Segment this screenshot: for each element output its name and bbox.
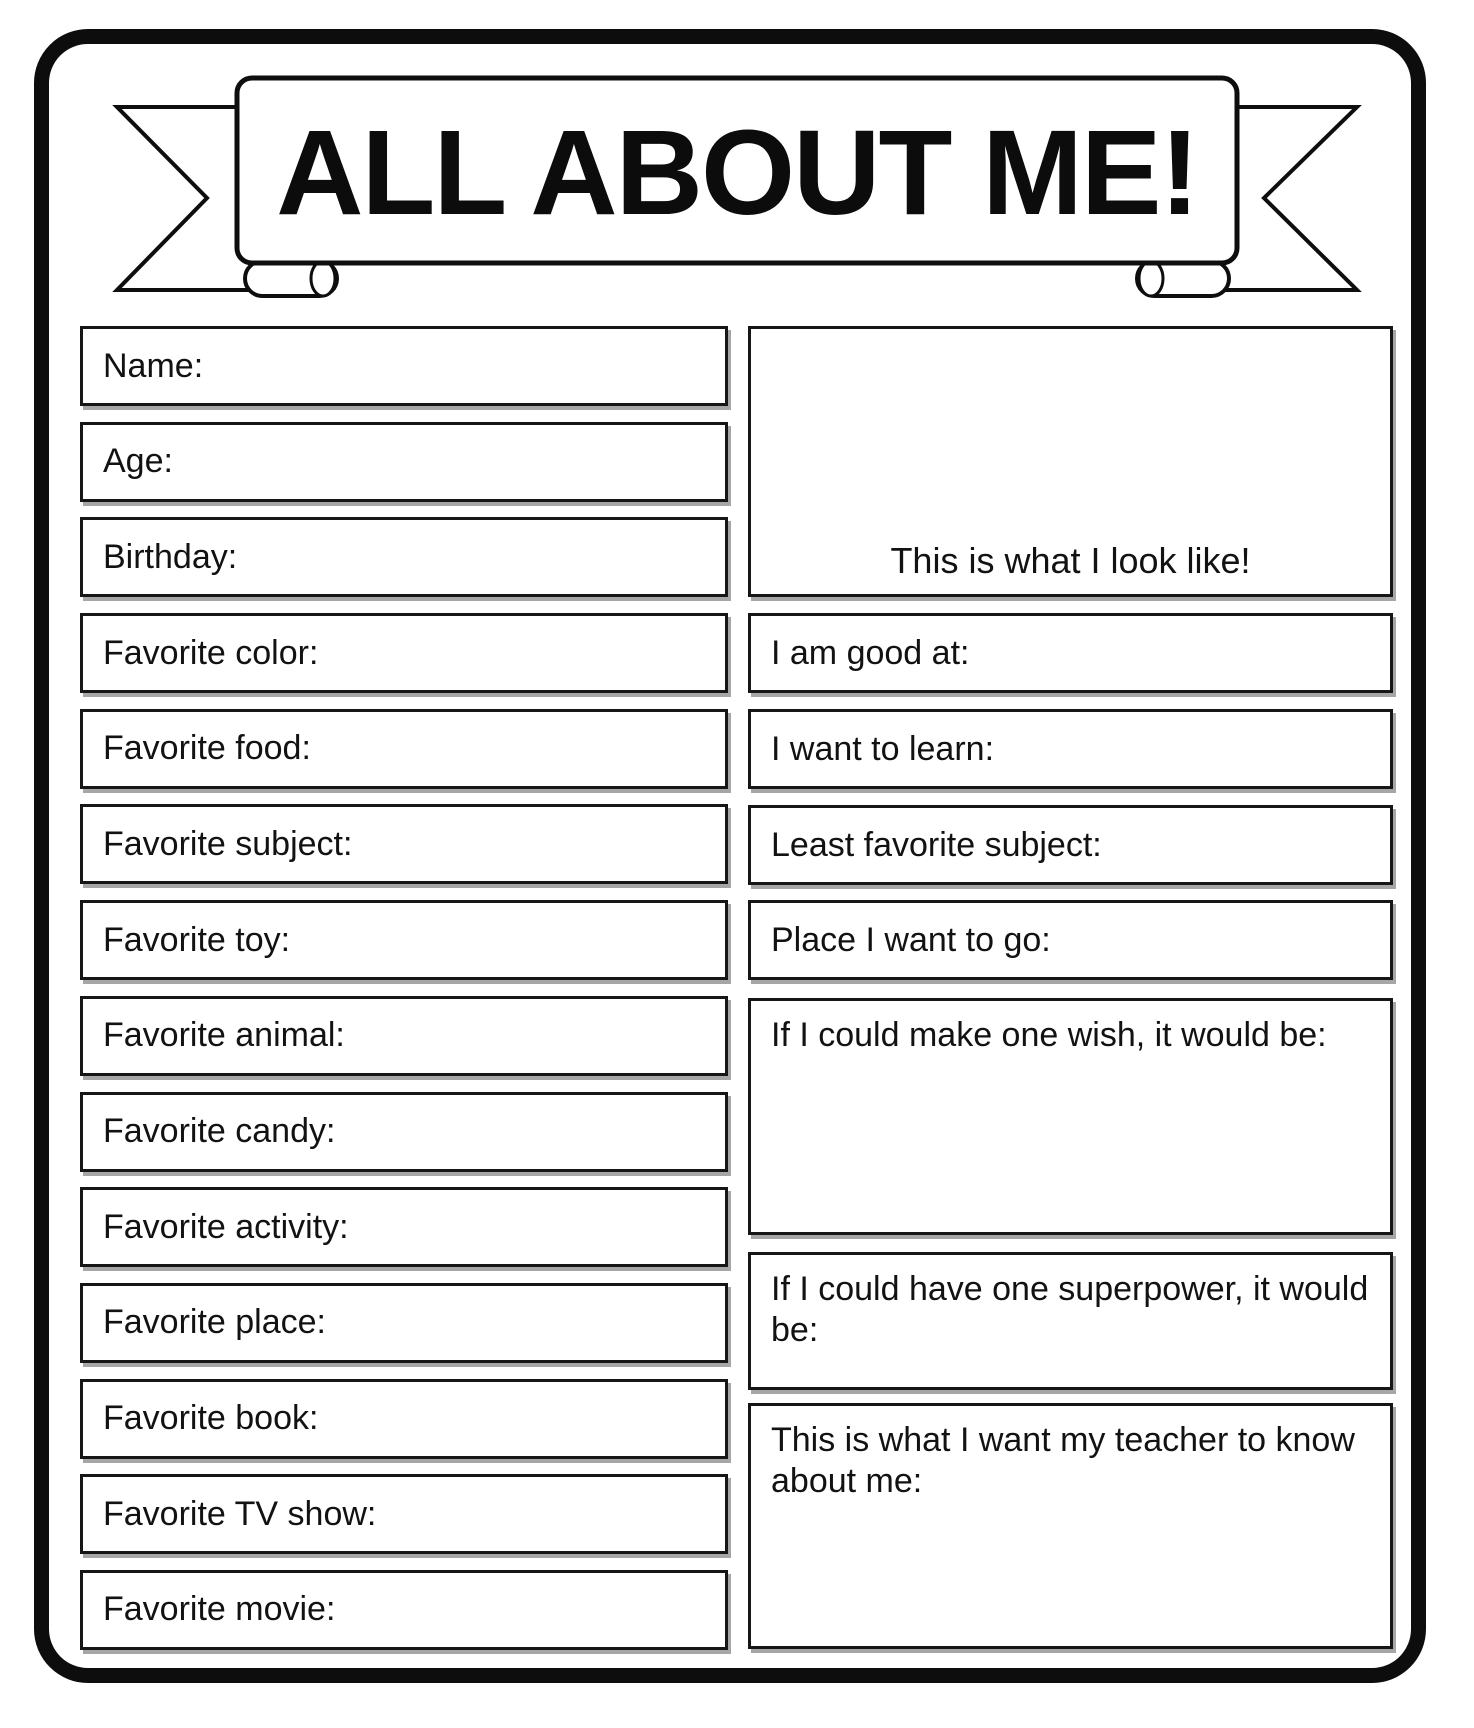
field-place-want-to-go-label: Place I want to go:: [771, 920, 1051, 959]
field-favorite-candy[interactable]: [80, 1092, 728, 1172]
field-favorite-food-label: Favorite food:: [103, 729, 311, 768]
field-least-favorite-subject-label: Least favorite subject:: [771, 825, 1102, 864]
field-name-label: Name:: [103, 346, 204, 385]
field-superpower-label: If I could have one superpower, it would be:: [771, 1270, 1369, 1350]
field-favorite-tv-show[interactable]: [80, 1474, 728, 1554]
field-one-wish-label: If I could make one wish, it would be:: [771, 1016, 1327, 1054]
banner-left-curl-opening: [311, 261, 335, 296]
field-teacher-know[interactable]: [748, 1403, 1393, 1649]
field-favorite-place[interactable]: [80, 1283, 728, 1363]
photo-box-caption: This is what I look like!: [890, 540, 1251, 581]
field-favorite-book-label: Favorite book:: [103, 1399, 319, 1438]
field-name[interactable]: [80, 326, 728, 406]
field-favorite-animal-label: Favorite animal:: [103, 1016, 345, 1055]
field-favorite-book[interactable]: [80, 1379, 728, 1459]
field-favorite-activity[interactable]: [80, 1187, 728, 1267]
field-favorite-candy-label: Favorite candy:: [103, 1112, 336, 1150]
field-want-to-learn-label: I want to learn:: [771, 729, 995, 768]
field-favorite-subject-label: Favorite subject:: [103, 824, 353, 863]
field-favorite-movie[interactable]: [80, 1570, 728, 1650]
banner-right-curl-opening: [1139, 261, 1163, 296]
field-favorite-color-label: Favorite color:: [103, 633, 319, 672]
field-age[interactable]: [80, 422, 728, 502]
field-birthday[interactable]: [80, 517, 728, 597]
field-favorite-movie-label: Favorite movie:: [103, 1590, 336, 1629]
field-age-label: Age:: [103, 442, 173, 481]
field-favorite-tv-show-label: Favorite TV show:: [103, 1494, 377, 1533]
page-title: ALL ABOUT ME!: [276, 104, 1198, 240]
field-birthday-label: Birthday:: [103, 537, 238, 576]
field-teacher-know-label: This is what I want my teacher to know about me:: [771, 1421, 1355, 1501]
photo-box[interactable]: [748, 326, 1393, 597]
field-favorite-activity-label: Favorite activity:: [103, 1207, 349, 1246]
field-favorite-toy[interactable]: [80, 900, 728, 980]
field-superpower[interactable]: [748, 1252, 1393, 1390]
field-favorite-place-label: Favorite place:: [103, 1303, 326, 1342]
field-favorite-subject[interactable]: [80, 804, 728, 884]
field-favorite-food[interactable]: [80, 709, 728, 789]
field-one-wish[interactable]: [748, 998, 1393, 1235]
field-least-favorite-subject[interactable]: [748, 805, 1393, 885]
field-favorite-toy-label: Favorite toy:: [103, 920, 291, 959]
field-favorite-color[interactable]: [80, 613, 728, 693]
left-fields-column: [80, 326, 728, 1650]
field-good-at[interactable]: [748, 613, 1393, 693]
right-fields-column: [748, 326, 1393, 1649]
field-good-at-label: I am good at:: [771, 633, 970, 672]
field-place-want-to-go[interactable]: [748, 900, 1393, 980]
field-want-to-learn[interactable]: [748, 709, 1393, 789]
field-favorite-animal[interactable]: [80, 996, 728, 1076]
